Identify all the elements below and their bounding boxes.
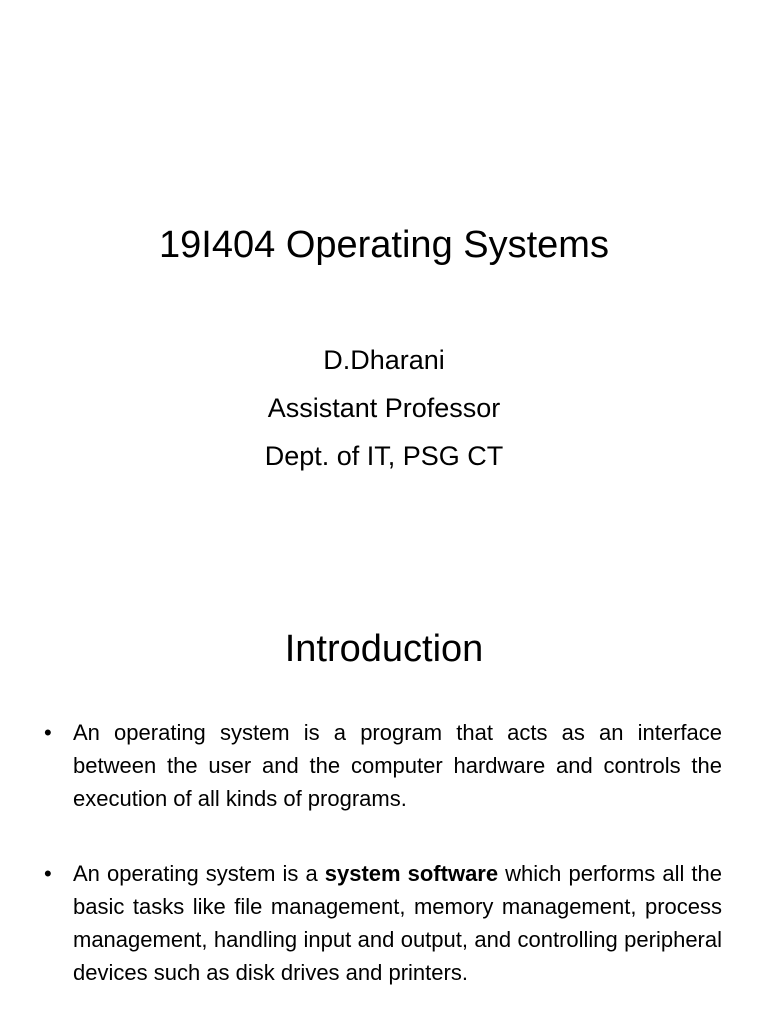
author-name: D.Dharani [323,345,445,375]
presenter-info [0,336,768,480]
list-item [44,716,722,815]
author-role: Assistant Professor [267,393,501,423]
bullet-icon: • [44,720,52,745]
course-title: 19I404 Operating Systems [159,224,609,266]
list-item [44,857,722,989]
introduction-heading: Introduction [284,628,484,670]
bullet-text-start: An operating system is a [73,861,325,886]
bullet-icon: • [44,861,52,886]
bullet-emphasis: system software [324,861,499,886]
bullet-text-end: which performs all the basic tasks like file management, memory management, process management, handling input and output, and controlling peripheral devices such as disk drives and printers. [73,861,722,985]
bullet-text: An operating system is a program that acts as an interface between the user and the computer hardware and controls the execution of all kinds of programs. [73,720,722,811]
author-department: Dept. of IT, PSG CT [264,441,504,471]
bullet-text [73,857,722,989]
